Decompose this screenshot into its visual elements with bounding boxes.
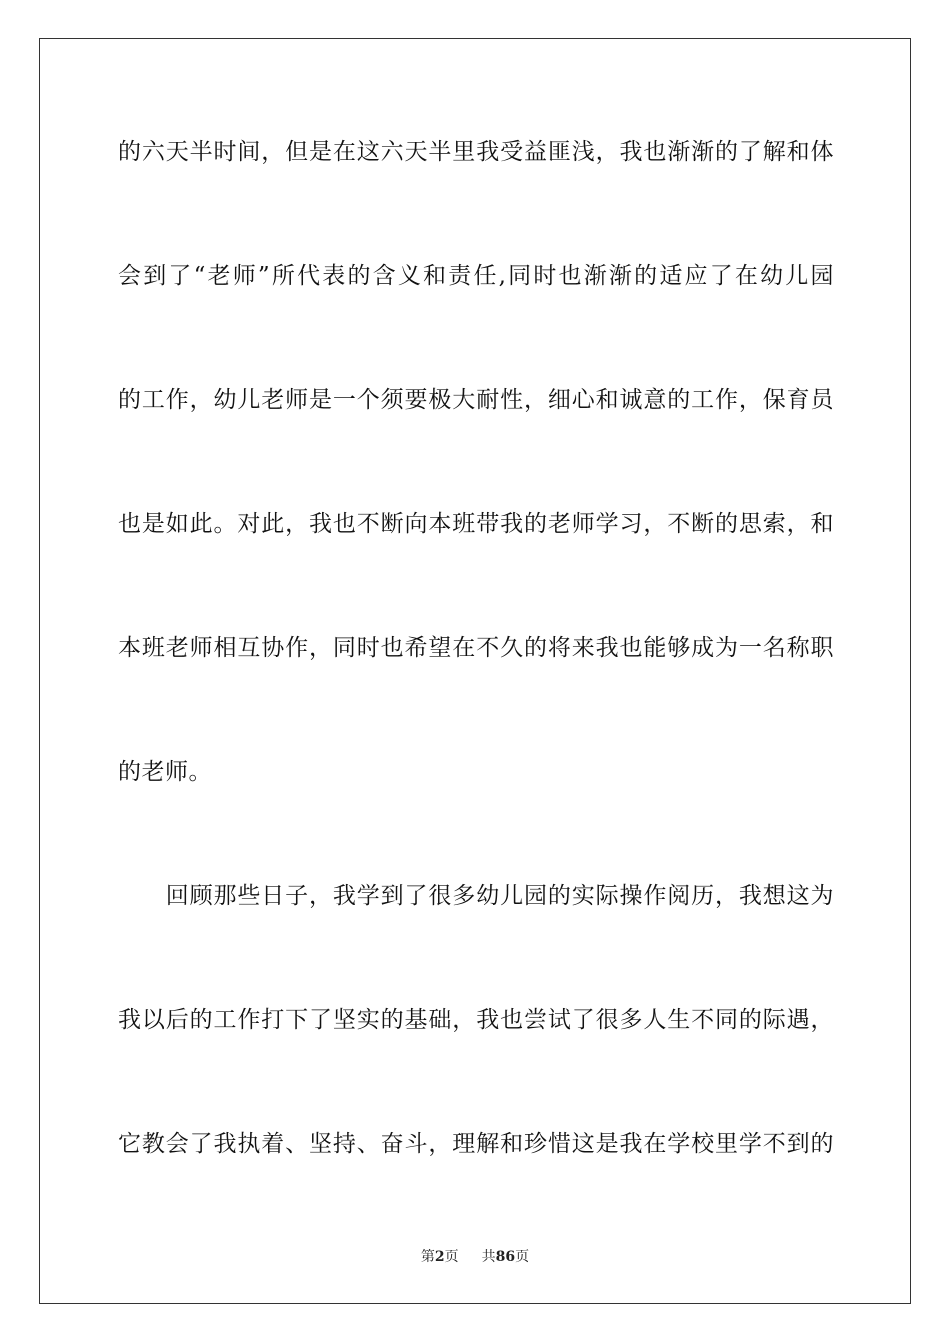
page-footer [0,1248,950,1266]
body-text-line-1: 的六天半时间，但是在这六天半里我受益匪浅，我也渐渐的了解和体 [118,139,834,165]
body-text-line-4: 也是如此。对此，我也不断向本班带我的老师学习，不断的思索，和 [118,511,834,537]
footer-total-prefix: 共 [481,1249,496,1265]
body-text-line-2: 会到了“老师”所代表的含义和责任,同时也渐渐的适应了在幼儿园 [118,263,834,289]
body-text-line-7: 回顾那些日子，我学到了很多幼儿园的实际操作阅历，我想这为 [118,883,834,909]
body-text-line-9: 它教会了我执着、坚持、奋斗，理解和珍惜这是我在学校里学不到的 [118,1131,834,1157]
footer-page-suffix: 页 [444,1249,459,1265]
body-text-line-5: 本班老师相互协作，同时也希望在不久的将来我也能够成为一名称职 [118,635,834,661]
body-text-line-6: 的老师。 [118,759,212,785]
footer-total-pages: 86 [495,1249,516,1265]
body-text-line-8: 我以后的工作打下了坚实的基础，我也尝试了很多人生不同的际遇， [118,1007,834,1033]
footer-total-suffix: 页 [515,1249,530,1265]
footer-page-prefix: 第 [420,1249,435,1265]
body-text-line-3: 的工作，幼儿老师是一个须要极大耐性，细心和诚意的工作，保育员 [118,387,834,413]
page-border [39,38,911,1304]
footer-page-number: 2 [434,1249,445,1265]
